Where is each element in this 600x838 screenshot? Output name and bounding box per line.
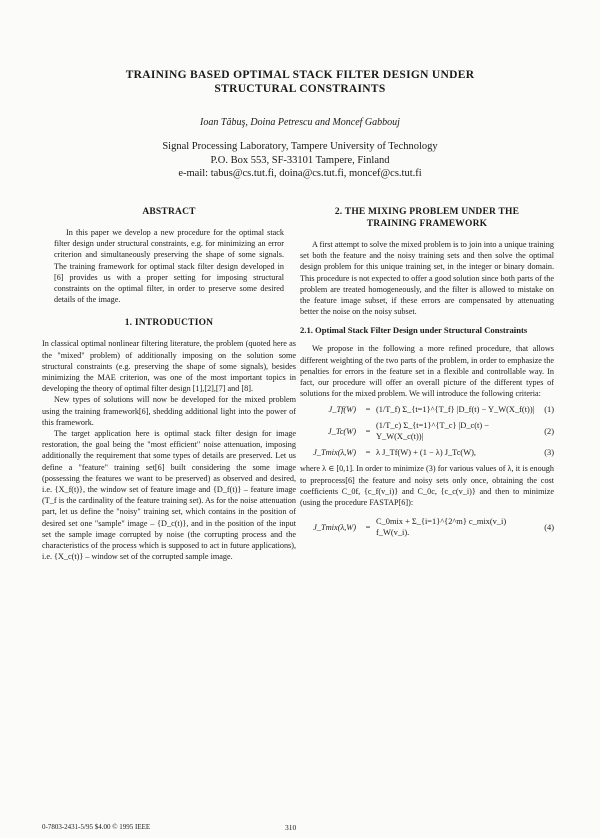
equation-1-number: (1) [544, 405, 554, 415]
mixing-section [300, 206, 554, 538]
equation-1-rhs: (1/T_f) Σ_{t=1}^{T_f} |D_f(t) − Y_W(X_f(t))| [376, 405, 535, 415]
equation-2-number: (2) [544, 426, 554, 436]
author-list: Ioan Tăbuş, Doina Petrescu and Moncef Gabbouj [200, 117, 400, 128]
equation-4-rhs: C_0mix + Σ_{i=1}^{2^m} c_mix(v_i) f_W(v_i). [376, 517, 507, 538]
affiliation-line-3: e-mail: tabus@cs.tut.fi, doina@cs.tut.fi, moncef@cs.tut.fi [178, 168, 422, 179]
affiliation-line-2: P.O. Box 553, SF-33101 Tampere, Finland [210, 154, 390, 166]
title-line-1: TRAINING BASED OPTIMAL STACK FILTER DESIGN UNDER [125, 69, 475, 81]
equation-1-lhs: J_Tf(W) [328, 405, 356, 415]
page-number: 310 [285, 823, 297, 832]
title-line-2: STRUCTURAL CONSTRAINTS [214, 83, 386, 95]
equation-3-lhs: J_Tmix(λ,W) [313, 448, 356, 458]
left-column [42, 206, 296, 562]
introduction-heading: 1. INTRODUCTION [124, 318, 214, 329]
equation-3-number: (3) [544, 448, 554, 458]
subsection-heading: 2.1. Optimal Stack Filter Design under Structural Constraints [300, 325, 528, 336]
equation-4: J_Tmix(λ,W) = C_0mix + Σ_{i=1}^{2^m} c_mix(v_i) f_W(v_i). (4) [300, 516, 554, 538]
mixing-paragraph-1: A first attempt to solve the mixed problem is to join into a unique training set both the feature and the noisy training sets and then solve the optimal design problem for this unique training set, in the integer or binary domain. This procedure is not expected to offer a good solution since both parts of the problem are treated homogeneously, and the filter is allowed to mistake on the feature image subset, if these errors are compensated by attenuating better the noise on the noisy subset. [300, 240, 554, 317]
mixing-heading-line-2: TRAINING FRAMEWORK [366, 219, 488, 229]
abstract-section [42, 206, 296, 305]
introduction-section [42, 317, 296, 562]
right-column [300, 206, 554, 543]
equation-1: J_Tf(W) = (1/T_f) Σ_{t=1}^{T_f} |D_f(t) − Y_W(X_f(t))| (1) [300, 404, 554, 415]
mixing-paragraph-3: where λ ∈ [0,1]. In order to minimize (3) for various values of λ, it is enough to preprocess[6] the feature and noisy sets only once, obtaining the cost coefficients C_0f, {c_f(v_i)} and C_0c, {c_c(v_i)} and then to minimize (using the procedure FASTAP[6]): [300, 464, 554, 508]
paper-title [60, 68, 540, 96]
affiliation-line-1: Signal Processing Laboratory, Tampere University of Technology [162, 141, 438, 152]
equation-2-rhs: (1/T_c) Σ_{t=1}^{T_c} |D_c(t) − Y_W(X_c(t))| [376, 421, 489, 442]
mixing-heading [300, 206, 554, 230]
equation-3-rhs: λ J_Tf(W) + (1 − λ) J_Tc(W), [376, 448, 477, 458]
intro-paragraph-1: In classical optimal nonlinear filtering literature, the problem (quoted here as the "mixed" problem) of additionally imposing on the solution some structural constraints (e.g. preserving the shape of some signals), besides minimizing the MAE criterion, was one of the most important topics in developing the theory of optimal filter design [1],[2],[7] and [8]. [42, 339, 296, 394]
copyright-notice: 0-7803-2431-5/95 $4.00 © 1995 IEEE [42, 823, 151, 831]
equation-3: J_Tmix(λ,W) = λ J_Tf(W) + (1 − λ) J_Tc(W), (3) [300, 447, 554, 458]
equation-4-number: (4) [544, 522, 554, 532]
abstract-heading: ABSTRACT [142, 207, 196, 217]
intro-paragraph-3: The target application here is optimal stack filter design for image restoration, the goal being the "most efficient" noise attenuation, imposing additionally the requirement that some types of details are preserved. Let us define a "feature" training set[6] built considering the some image (possessing the features we want to be preserved) as observed and desired, i.e. {X_f(t)}, the window set of feature image and {D_f(t)} – feature image (T_f is the cardinality of the feature training set). As for the noise attenuation part, let us define the "noisy" training set, which contains in the position of desired set one "sample" image – {D_c(t)}, and in the position of the input set the sample image corrupted by noise (the corrupting process and the characteristics of the process which is supposed to act in future applications), i.e. {X_c(t)} – window set of the corrupted sample image. [42, 429, 296, 562]
equation-4-lhs: J_Tmix(λ,W) [313, 522, 356, 532]
mixing-heading-line-1: 2. THE MIXING PROBLEM UNDER THE [334, 207, 520, 217]
affiliation [60, 140, 540, 181]
mixing-paragraph-2: We propose in the following a more refined procedure, that allows different weighting of the two parts of the problem, in order to emphasize the penalties for errors in the feature set in a flexible and controllable way. In fact, our procedure will offer an overall picture of the different types of solutions for the mixed problem. We will introduce the following criteria: [300, 344, 554, 399]
intro-paragraph-2: New types of solutions will now be developed for the mixed problem using the training framework[6], shedding additional light into the power of this framework. [42, 395, 296, 427]
abstract-text: In this paper we develop a new procedure for the optimal stack filter design under structural constraints, e.g. for minimizing an error criterion and simultaneously preserving the shape of some signals. The training framework for optimal stack filter design developed in [6] provides us with a proper setting for imposing structural constraints on the optimal filter, in order to preserve some desired details of the image. [54, 228, 284, 305]
equation-2-lhs: J_Tc(W) [327, 426, 356, 436]
equation-2: J_Tc(W) = (1/T_c) Σ_{t=1}^{T_c} |D_c(t) − Y_W(X_c(t))| (2) [300, 420, 554, 442]
